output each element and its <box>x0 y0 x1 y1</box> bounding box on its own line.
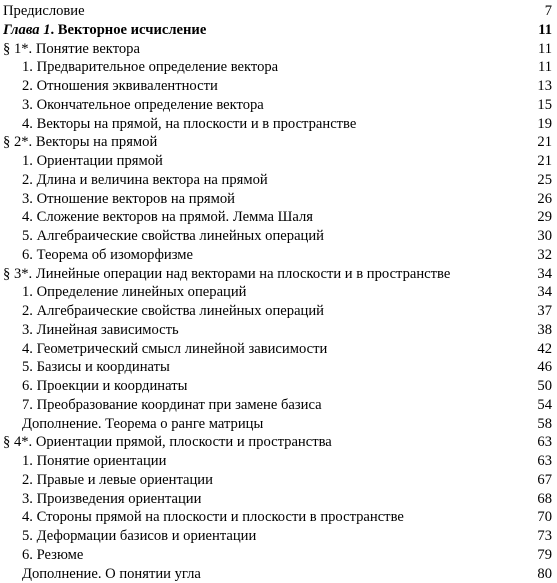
page-number: 42 <box>530 340 552 359</box>
toc-entry-title: § 2*. Векторы на прямой <box>3 133 157 152</box>
toc-entry[interactable] <box>3 452 552 471</box>
toc-entry-title: 3. Линейная зависимость <box>3 321 179 340</box>
page-number: 11 <box>530 58 552 77</box>
toc-entry[interactable] <box>3 115 552 134</box>
page-number: 67 <box>530 471 552 490</box>
page-number: 15 <box>530 96 552 115</box>
toc-entry-title: 2. Алгебраические свойства линейных операций <box>3 302 324 321</box>
toc-entry-title: Предисловие <box>3 2 85 21</box>
toc-entry[interactable] <box>3 508 552 527</box>
chapter-heading[interactable] <box>3 21 552 40</box>
section-entry[interactable] <box>3 133 552 152</box>
page-number: 68 <box>530 490 552 509</box>
toc-entry-title: 2. Длина и величина вектора на прямой <box>3 171 268 190</box>
page-number: 34 <box>530 283 552 302</box>
page-number: 21 <box>530 133 552 152</box>
toc-entry-title: 2. Отношения эквивалентности <box>3 77 218 96</box>
toc-entry[interactable] <box>3 171 552 190</box>
toc-entry[interactable] <box>3 227 552 246</box>
page-number: 34 <box>530 265 552 284</box>
page-number: 70 <box>530 508 552 527</box>
page-number: 32 <box>530 246 552 265</box>
toc-entry-title: 1. Определение линейных операций <box>3 283 246 302</box>
toc-entry-title: 1. Понятие ориентации <box>3 452 166 471</box>
toc-entry[interactable] <box>3 377 552 396</box>
page-number: 11 <box>530 40 552 59</box>
toc-entry-title: 4. Геометрический смысл линейной зависимости <box>3 340 327 359</box>
toc-entry[interactable] <box>3 77 552 96</box>
toc-entry-title: 4. Векторы на прямой, на плоскости и в пространстве <box>3 115 356 134</box>
toc-entry[interactable] <box>3 527 552 546</box>
toc-entry[interactable] <box>3 340 552 359</box>
section-entry[interactable] <box>3 40 552 59</box>
toc-entry-title: Дополнение. Теорема о ранге матрицы <box>3 415 263 434</box>
page-number: 54 <box>530 396 552 415</box>
toc-entry-title: 1. Предварительное определение вектора <box>3 58 278 77</box>
toc-entry[interactable] <box>3 546 552 565</box>
toc-entry[interactable] <box>3 96 552 115</box>
page-number: 79 <box>530 546 552 565</box>
toc-entry-title: 3. Окончательное определение вектора <box>3 96 264 115</box>
page-number: 7 <box>530 2 552 21</box>
page-number: 37 <box>530 302 552 321</box>
toc-entry[interactable] <box>3 283 552 302</box>
page-number: 30 <box>530 227 552 246</box>
toc-entry-title: § 3*. Линейные операции над векторами на плоскости и в пространстве <box>3 265 450 284</box>
toc-entry[interactable] <box>3 2 552 21</box>
page-number: 25 <box>530 171 552 190</box>
toc-entry[interactable] <box>3 415 552 434</box>
page-number: 50 <box>530 377 552 396</box>
toc-entry-title: 5. Алгебраические свойства линейных операций <box>3 227 324 246</box>
page-number: 63 <box>530 452 552 471</box>
page-number: 46 <box>530 358 552 377</box>
toc-entry-title: 7. Преобразование координат при замене базиса <box>3 396 322 415</box>
toc-entry-title: 2. Правые и левые ориентации <box>3 471 213 490</box>
toc-entry[interactable] <box>3 471 552 490</box>
toc-entry[interactable] <box>3 152 552 171</box>
section-entry[interactable] <box>3 433 552 452</box>
chapter-title: . Векторное исчисление <box>51 22 207 38</box>
toc-entry-title: 3. Произведения ориентации <box>3 490 201 509</box>
page-number: 29 <box>530 208 552 227</box>
toc-entry-title: 6. Теорема об изоморфизме <box>3 246 193 265</box>
toc-entry[interactable] <box>3 358 552 377</box>
toc-entry-title: 5. Базисы и координаты <box>3 358 170 377</box>
page-number: 58 <box>530 415 552 434</box>
toc-entry-title: 5. Деформации базисов и ориентации <box>3 527 256 546</box>
section-entry[interactable] <box>3 265 552 284</box>
toc-entry[interactable] <box>3 246 552 265</box>
page-number: 80 <box>530 565 552 583</box>
toc-entry[interactable] <box>3 396 552 415</box>
page-number: 63 <box>530 433 552 452</box>
toc-entry-title <box>3 21 206 40</box>
toc-entry[interactable] <box>3 302 552 321</box>
toc-entry-title: 6. Резюме <box>3 546 83 565</box>
page-number: 11 <box>530 21 552 40</box>
chapter-number: Глава 1 <box>3 22 51 38</box>
page-number: 73 <box>530 527 552 546</box>
toc-entry[interactable] <box>3 208 552 227</box>
toc-entry[interactable] <box>3 190 552 209</box>
page-number: 19 <box>530 115 552 134</box>
toc-entry-title: § 1*. Понятие вектора <box>3 40 140 59</box>
toc-entry-title: Дополнение. О понятии угла <box>3 565 201 583</box>
page-number: 26 <box>530 190 552 209</box>
toc-entry-title: § 4*. Ориентации прямой, плоскости и пространства <box>3 433 332 452</box>
toc-entry-title: 3. Отношение векторов на прямой <box>3 190 235 209</box>
page-number: 13 <box>530 77 552 96</box>
toc-entry[interactable] <box>3 565 552 583</box>
toc-entry[interactable] <box>3 58 552 77</box>
toc-entry[interactable] <box>3 490 552 509</box>
toc-entry-title: 1. Ориентации прямой <box>3 152 163 171</box>
toc-entry-title: 4. Стороны прямой на плоскости и плоскости в пространстве <box>3 508 404 527</box>
page-number: 21 <box>530 152 552 171</box>
page-number: 38 <box>530 321 552 340</box>
toc-entry-title: 4. Сложение векторов на прямой. Лемма Шаля <box>3 208 313 227</box>
toc-entry[interactable] <box>3 321 552 340</box>
toc-entry-title: 6. Проекции и координаты <box>3 377 187 396</box>
